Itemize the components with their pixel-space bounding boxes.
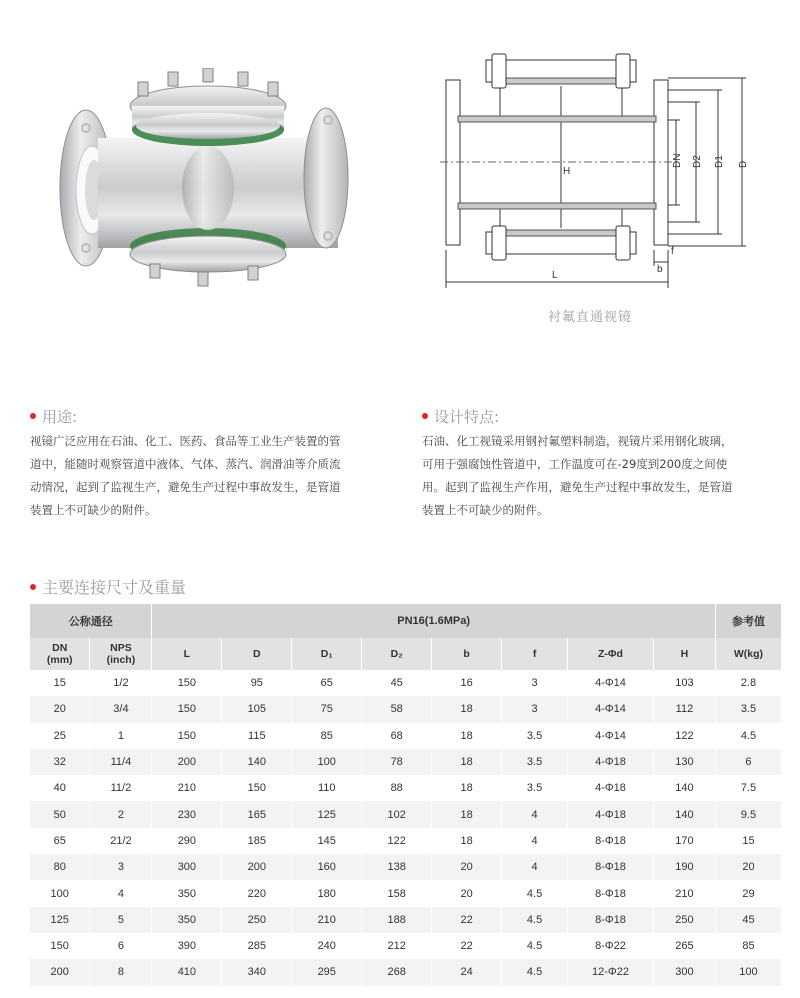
table-row	[30, 828, 782, 854]
table-cell: 32	[30, 749, 90, 775]
dimension-table	[30, 604, 782, 986]
header-pressure: PN16(1.6MPa)	[152, 604, 716, 638]
table-cell: 20	[432, 854, 502, 880]
table-cell: 212	[362, 933, 432, 959]
column-header	[30, 638, 90, 670]
column-header	[502, 638, 568, 670]
table-cell: 18	[432, 775, 502, 801]
usage-line: 视镜广泛应用在石油、化工、医药、食品等工业生产装置的管	[30, 434, 341, 448]
table-row	[30, 723, 782, 749]
table-row	[30, 696, 782, 722]
design-line: 用。起到了监视生产作用，避免生产过程中事故发生，是管道	[422, 480, 733, 494]
table-cell: 230	[152, 801, 222, 827]
table-cell: 122	[653, 723, 715, 749]
column-header-label: D	[253, 648, 261, 660]
table-cell: 160	[292, 854, 362, 880]
table-cell: 20	[715, 854, 781, 880]
design-heading	[422, 406, 499, 427]
table-row	[30, 749, 782, 775]
table-cell: 250	[222, 907, 292, 933]
table-cell: 100	[292, 749, 362, 775]
dim-d1: D1	[714, 155, 725, 168]
table-cell: 200	[222, 854, 292, 880]
column-header-label: W(kg)	[733, 648, 764, 660]
table-cell: 9.5	[715, 801, 781, 827]
table-cell: 6	[715, 749, 781, 775]
column-header	[152, 638, 222, 670]
table-cell: 88	[362, 775, 432, 801]
table-cell: 2	[90, 801, 152, 827]
dim-b: b	[657, 264, 663, 275]
table-cell: 8-Φ18	[568, 907, 654, 933]
table-cell: 390	[152, 933, 222, 959]
table-cell: 18	[432, 828, 502, 854]
table-cell: 6	[90, 933, 152, 959]
table-cell: 40	[30, 775, 90, 801]
table-cell: 78	[362, 749, 432, 775]
table-cell: 4.5	[502, 959, 568, 985]
table-cell: 29	[715, 880, 781, 906]
table-cell: 45	[715, 907, 781, 933]
column-header-label: D₁	[320, 648, 333, 660]
table-cell: 4-Φ18	[568, 775, 654, 801]
table-cell: 22	[432, 933, 502, 959]
table-cell: 4	[90, 880, 152, 906]
table-cell: 3.5	[715, 696, 781, 722]
table-cell: 170	[653, 828, 715, 854]
table-cell: 165	[222, 801, 292, 827]
table-row	[30, 801, 782, 827]
table-cell: 350	[152, 880, 222, 906]
table-cell: 85	[292, 723, 362, 749]
table-cell: 12-Φ22	[568, 959, 654, 985]
table-cell: 18	[432, 696, 502, 722]
column-header	[653, 638, 715, 670]
table-cell: 58	[362, 696, 432, 722]
table-cell: 15	[30, 670, 90, 696]
table-cell: 4-Φ14	[568, 670, 654, 696]
dim-dn: DN	[672, 153, 683, 168]
table-cell: 295	[292, 959, 362, 985]
table-cell: 18	[432, 723, 502, 749]
table-cell: 24	[432, 959, 502, 985]
table-cell: 188	[362, 907, 432, 933]
table-cell: 4	[502, 854, 568, 880]
table-cell: 2.8	[715, 670, 781, 696]
table-cell: 300	[653, 959, 715, 985]
table-cell: 115	[222, 723, 292, 749]
table-cell: 4	[502, 828, 568, 854]
design-title-text: 设计特点:	[434, 408, 500, 426]
table-cell: 265	[653, 933, 715, 959]
usage-heading	[30, 406, 77, 427]
table-cell: 75	[292, 696, 362, 722]
table-cell: 4.5	[715, 723, 781, 749]
table-cell: 130	[653, 749, 715, 775]
sectional-drawing	[440, 50, 770, 300]
table-cell: 65	[292, 670, 362, 696]
table-cell: 158	[362, 880, 432, 906]
table-cell: 4.5	[502, 880, 568, 906]
table-cell: 105	[222, 696, 292, 722]
column-header	[362, 638, 432, 670]
table-cell: 95	[222, 670, 292, 696]
table-cell: 8-Φ22	[568, 933, 654, 959]
design-line: 石油、化工视镜采用钢衬氟塑料制造，视镜片采用钢化玻璃，	[422, 434, 733, 448]
column-header-unit: (mm)	[46, 654, 73, 666]
table-cell: 100	[30, 880, 90, 906]
column-header	[292, 638, 362, 670]
table-cell: 110	[292, 775, 362, 801]
table-cell: 122	[362, 828, 432, 854]
table-cell: 8	[90, 959, 152, 985]
table-cell: 190	[653, 854, 715, 880]
column-header-label: b	[463, 648, 470, 660]
column-header-label: L	[183, 648, 191, 660]
drawing-caption: 衬氟直通视镜	[547, 310, 632, 325]
table-cell: 340	[222, 959, 292, 985]
table-body	[30, 670, 782, 986]
dim-l: L	[552, 270, 558, 281]
table-cell: 18	[432, 749, 502, 775]
table-cell: 22	[432, 907, 502, 933]
table-cell: 150	[152, 696, 222, 722]
table-row	[30, 854, 782, 880]
column-header	[432, 638, 502, 670]
table-cell: 4.5	[502, 907, 568, 933]
column-header	[715, 638, 781, 670]
table-cell: 4.5	[502, 933, 568, 959]
column-header-label: NPS	[110, 642, 132, 654]
table-cell: 300	[152, 854, 222, 880]
table-cell: 268	[362, 959, 432, 985]
table-cell: 1/2	[90, 670, 152, 696]
table-cell: 21/2	[90, 828, 152, 854]
column-header-row	[30, 638, 782, 670]
table-cell: 3	[90, 854, 152, 880]
dim-d2: D2	[692, 155, 703, 168]
bullet-icon	[422, 413, 428, 419]
table-cell: 210	[292, 907, 362, 933]
table-cell: 80	[30, 854, 90, 880]
column-header	[90, 638, 152, 670]
table-title-text: 主要连接尺寸及重量	[42, 578, 187, 597]
design-line: 装置上不可缺少的附件。	[422, 503, 549, 517]
usage-line: 装置上不可缺少的附件。	[30, 503, 157, 517]
table-heading	[30, 575, 186, 598]
table-cell: 220	[222, 880, 292, 906]
column-header-label: DN	[52, 642, 68, 654]
table-cell: 16	[432, 670, 502, 696]
table-cell: 150	[30, 933, 90, 959]
dim-f: f	[671, 246, 674, 257]
table-cell: 150	[152, 723, 222, 749]
table-cell: 85	[715, 933, 781, 959]
table-cell: 140	[653, 801, 715, 827]
table-cell: 7.5	[715, 775, 781, 801]
table-cell: 410	[152, 959, 222, 985]
table-cell: 138	[362, 854, 432, 880]
table-cell: 50	[30, 801, 90, 827]
usage-line: 道中，能随时观察管道中液体、气体、蒸汽、润滑油等介质流	[30, 457, 341, 471]
table-cell: 350	[152, 907, 222, 933]
table-cell: 112	[653, 696, 715, 722]
table-cell: 140	[222, 749, 292, 775]
table-cell: 3.5	[502, 749, 568, 775]
table-cell: 150	[222, 775, 292, 801]
table-cell: 150	[152, 670, 222, 696]
usage-title-text: 用途:	[42, 408, 78, 426]
table-cell: 15	[715, 828, 781, 854]
table-cell: 4-Φ18	[568, 749, 654, 775]
table-cell: 125	[292, 801, 362, 827]
table-cell: 3.5	[502, 775, 568, 801]
table-cell: 20	[432, 880, 502, 906]
table-row	[30, 933, 782, 959]
table-cell: 4	[502, 801, 568, 827]
table-cell: 1	[90, 723, 152, 749]
dim-h: H	[563, 166, 571, 177]
table-cell: 3.5	[502, 723, 568, 749]
table-cell: 285	[222, 933, 292, 959]
table-row	[30, 959, 782, 985]
column-header	[222, 638, 292, 670]
table-cell: 8-Φ18	[568, 828, 654, 854]
table-cell: 3	[502, 670, 568, 696]
bullet-icon	[30, 584, 36, 590]
column-header	[568, 638, 654, 670]
table-cell: 140	[653, 775, 715, 801]
table-cell: 210	[653, 880, 715, 906]
column-header-label: H	[680, 648, 689, 660]
table-cell: 125	[30, 907, 90, 933]
design-line: 可用于强腐蚀性管道中，工作温度可在-29度到200度之间使	[422, 457, 728, 471]
dim-d: D	[738, 160, 749, 168]
table-cell: 20	[30, 696, 90, 722]
header-reference: 参考值	[715, 604, 781, 638]
table-cell: 8-Φ18	[568, 854, 654, 880]
table-cell: 11/4	[90, 749, 152, 775]
table-cell: 145	[292, 828, 362, 854]
table-cell: 4-Φ18	[568, 801, 654, 827]
table-row	[30, 775, 782, 801]
table-cell: 100	[715, 959, 781, 985]
table-cell: 8-Φ18	[568, 880, 654, 906]
table-cell: 3	[502, 696, 568, 722]
column-header-label: Z-Φd	[598, 648, 623, 660]
column-header-label: f	[532, 648, 537, 660]
table-row	[30, 670, 782, 696]
table-cell: 240	[292, 933, 362, 959]
table-cell: 290	[152, 828, 222, 854]
table-cell: 185	[222, 828, 292, 854]
usage-text	[30, 430, 392, 522]
table-cell: 4-Φ14	[568, 696, 654, 722]
table-cell: 25	[30, 723, 90, 749]
table-cell: 3/4	[90, 696, 152, 722]
bullet-icon	[30, 413, 36, 419]
table-row	[30, 907, 782, 933]
table-cell: 65	[30, 828, 90, 854]
table-cell: 11/2	[90, 775, 152, 801]
table-cell: 200	[152, 749, 222, 775]
table-cell: 102	[362, 801, 432, 827]
table-cell: 45	[362, 670, 432, 696]
table-cell: 18	[432, 801, 502, 827]
table-cell: 250	[653, 907, 715, 933]
table-cell: 68	[362, 723, 432, 749]
table-cell: 210	[152, 775, 222, 801]
column-header-label: D₂	[390, 648, 403, 660]
table-cell: 180	[292, 880, 362, 906]
usage-line: 动情况，起到了监视生产，避免生产过程中事故发生，是管道	[30, 480, 341, 494]
table-cell: 5	[90, 907, 152, 933]
design-text	[422, 430, 782, 522]
sight-glass-product-image	[58, 68, 360, 288]
table-cell: 103	[653, 670, 715, 696]
table-row	[30, 880, 782, 906]
header-nominal: 公称通径	[30, 604, 152, 638]
column-header-unit: (inch)	[106, 654, 136, 666]
table-cell: 4-Φ14	[568, 723, 654, 749]
table-cell: 200	[30, 959, 90, 985]
